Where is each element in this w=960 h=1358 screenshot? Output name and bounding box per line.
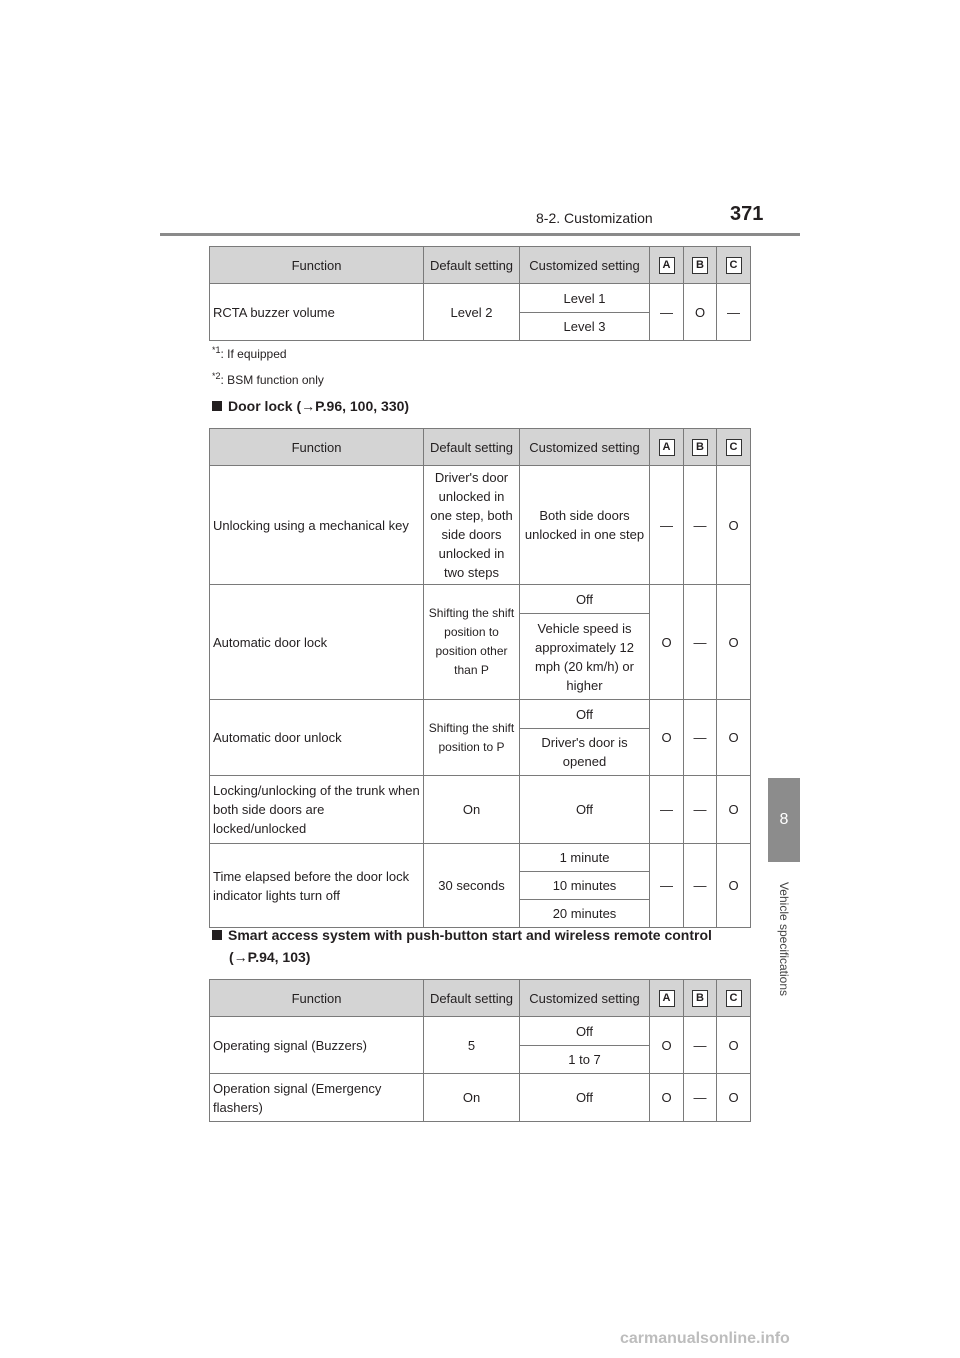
square-bullet-icon [212, 930, 222, 940]
smart-access-table [209, 979, 751, 1122]
table-row [210, 585, 751, 614]
default-cell: On [424, 1074, 520, 1122]
footnote-2: $^{*2}$: BSM function only [212, 371, 324, 387]
mark-b: — [684, 585, 717, 700]
table-header-row [210, 429, 751, 466]
col-function: Function [210, 429, 424, 466]
header-divider [160, 233, 800, 236]
custom-cell: Off [520, 1017, 650, 1046]
door-lock-table [209, 428, 751, 928]
function-cell: Automatic door unlock [210, 700, 424, 776]
mark-c: O [717, 700, 751, 776]
function-cell: Unlocking using a mechanical key [210, 466, 424, 585]
col-c-icon: C [726, 990, 742, 1007]
table-row [210, 700, 751, 729]
site-watermark: carmanualsonline.info [620, 1330, 790, 1347]
custom-cell: Vehicle speed is approximately 12 mph (20 km/h) or higher [520, 614, 650, 700]
mark-b: — [684, 1074, 717, 1122]
custom-cell: Level 1 [520, 284, 650, 313]
col-c-icon: C [726, 257, 742, 274]
chapter-tab[interactable]: 8 [768, 778, 800, 862]
col-b-icon: B [692, 257, 708, 274]
function-cell: Operation signal (Emergency flashers) [210, 1074, 424, 1122]
col-function: Function [210, 980, 424, 1017]
mark-c: O [717, 585, 751, 700]
table-header-row [210, 980, 751, 1017]
function-cell: Operating signal (Buzzers) [210, 1017, 424, 1074]
default-cell: Driver's door unlocked in one step, both side doors unlocked in two steps [424, 466, 520, 585]
default-cell: 5 [424, 1017, 520, 1074]
mark-c: O [717, 466, 751, 585]
custom-cell: Off [520, 776, 650, 844]
mark-c: — [717, 284, 751, 341]
mark-a: O [650, 700, 684, 776]
col-a-icon: A [659, 257, 675, 274]
mark-a: — [650, 466, 684, 585]
custom-cell: Off [520, 1074, 650, 1122]
mark-a: — [650, 776, 684, 844]
chapter-label [772, 868, 796, 1010]
col-default: Default setting [424, 247, 520, 284]
col-customized: Customized setting [520, 247, 650, 284]
custom-cell: 10 minutes [520, 872, 650, 900]
mark-c: O [717, 776, 751, 844]
col-a-icon: A [659, 439, 675, 456]
square-bullet-icon [212, 401, 222, 411]
col-customized: Customized setting [520, 980, 650, 1017]
custom-cell: Driver's door is opened [520, 729, 650, 776]
custom-cell: Level 3 [520, 313, 650, 341]
mark-b: — [684, 844, 717, 928]
col-customized: Customized setting [520, 429, 650, 466]
section-title: 8-2. Customization [536, 210, 653, 226]
col-c-icon: C [726, 439, 742, 456]
mark-c: O [717, 844, 751, 928]
custom-cell: 1 minute [520, 844, 650, 872]
default-cell: Shifting the shift position to P [424, 700, 520, 776]
custom-cell: Off [520, 585, 650, 614]
table-row [210, 284, 751, 313]
custom-cell: Both side doors unlocked in one step [520, 466, 650, 585]
table-row [210, 1017, 751, 1046]
col-a-icon: A [659, 990, 675, 1007]
mark-b: — [684, 466, 717, 585]
mark-b: — [684, 1017, 717, 1074]
mark-c: O [717, 1074, 751, 1122]
col-default: Default setting [424, 429, 520, 466]
table-row [210, 776, 751, 844]
default-cell: 30 seconds [424, 844, 520, 928]
mark-a: — [650, 284, 684, 341]
default-cell: On [424, 776, 520, 844]
custom-cell: 1 to 7 [520, 1046, 650, 1074]
function-cell: Locking/unlocking of the trunk when both side doors are locked/unlocked [210, 776, 424, 844]
door-lock-heading: Door lock (→P.96, 100, 330) [212, 398, 409, 414]
function-cell: Time elapsed before the door lock indicator lights turn off [210, 844, 424, 928]
default-cell: Shifting the shift position to position other than P [424, 585, 520, 700]
footnote-1: $^{*1}$: If equipped [212, 345, 287, 361]
col-b-icon: B [692, 439, 708, 456]
function-cell: RCTA buzzer volume [210, 284, 424, 341]
mark-a: — [650, 844, 684, 928]
mark-b: — [684, 776, 717, 844]
table-row [210, 466, 751, 585]
smart-access-heading: Smart access system with push-button start and wireless remote control [212, 927, 712, 943]
col-b-icon: B [692, 990, 708, 1007]
custom-cell: Off [520, 700, 650, 729]
col-default: Default setting [424, 980, 520, 1017]
table-row [210, 1074, 751, 1122]
chapter-label-text: Vehicle specifications [777, 881, 791, 997]
table-row [210, 844, 751, 872]
function-cell: Automatic door lock [210, 585, 424, 700]
smart-access-heading-ref: (→P.94, 103) [229, 949, 311, 965]
mark-a: O [650, 1074, 684, 1122]
col-function: Function [210, 247, 424, 284]
mark-a: O [650, 585, 684, 700]
mark-b: O [684, 284, 717, 341]
default-cell: Level 2 [424, 284, 520, 341]
mark-c: O [717, 1017, 751, 1074]
table-header-row [210, 247, 751, 284]
rcta-table [209, 246, 751, 341]
custom-cell: 20 minutes [520, 900, 650, 928]
page-number: 371 [730, 203, 764, 225]
mark-b: — [684, 700, 717, 776]
mark-a: O [650, 1017, 684, 1074]
